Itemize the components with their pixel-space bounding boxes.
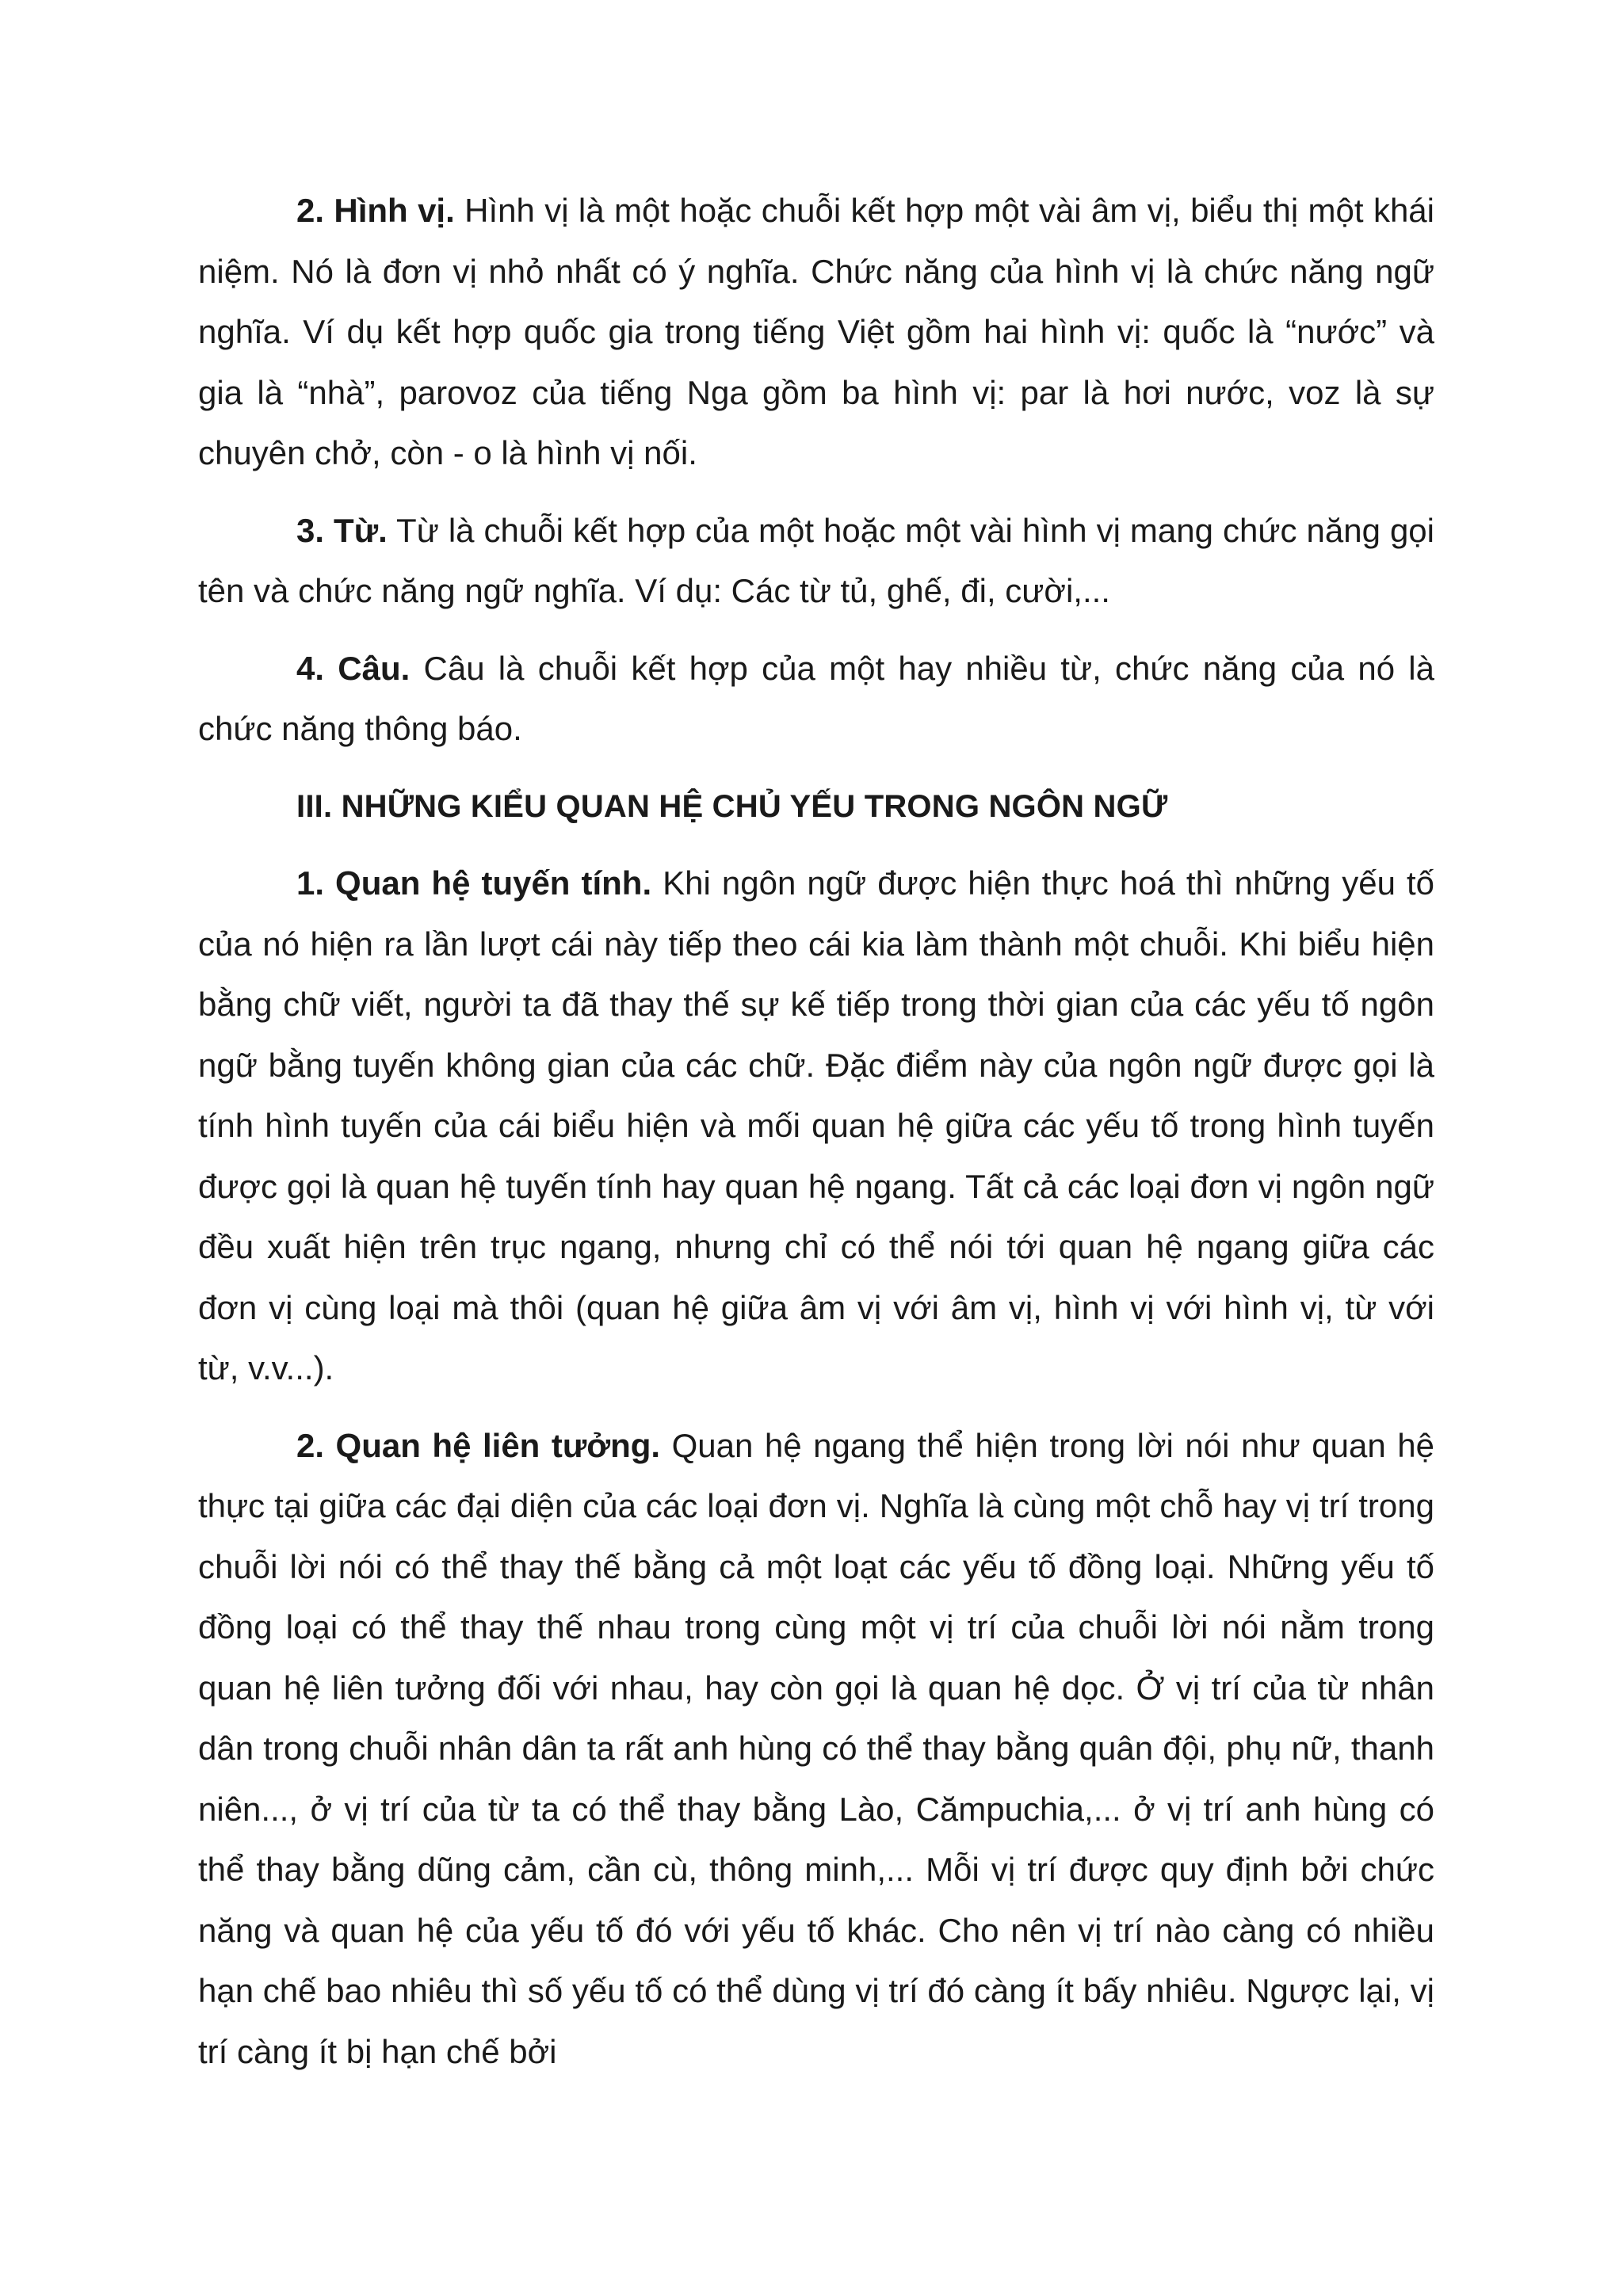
paragraph-text: Khi ngôn ngữ được hiện thực hoá thì những yếu tố của nó hiện ra lần lượt cái này tiếp theo cái kia làm thành một chuỗi. Khi biểu hiện bằng chữ viết, người ta đã thay thế sự kế tiếp trong thời gian của các yếu tố ngôn ngữ bằng tuyến không gian của các chữ. Đặc điểm này của ngôn ngữ được gọi là tính hình tuyến của cái biểu hiện và mối quan hệ giữa các yếu tố trong hình tuyến được gọi là quan hệ tuyến tính hay quan hệ ngang. Tất cả các loại đơn vị ngôn ngữ đều xuất hiện trên trục ngang, nhưng chỉ có thể nói tới quan hệ ngang giữa các đơn vị cùng loại mà thôi (quan hệ giữa âm vị với âm vị, hình vị với hình vị, từ với từ, v.v...). <box>198 864 1434 1386</box>
paragraph-hinh-vi <box>198 181 1434 484</box>
paragraph-label: 2. Quan hệ liên tưởng. <box>296 1426 661 1464</box>
paragraph-quan-he-lien-tuong <box>198 1416 1434 2083</box>
paragraph-text: Câu là chuỗi kết hợp của một hay nhiều từ, chức năng của nó là chức năng thông báo. <box>198 649 1434 747</box>
paragraph-label: 1. Quan hệ tuyến tính. <box>296 864 652 902</box>
paragraph-label: 2. Hình vị. <box>296 192 455 229</box>
paragraph-text: Từ là chuỗi kết hợp của một hoặc một vài hình vị mang chức năng gọi tên và chức năng ngữ nghĩa. Ví dụ: Các từ tủ, ghế, đi, cười,... <box>198 511 1434 609</box>
paragraph-cau <box>198 639 1434 760</box>
paragraph-tu <box>198 501 1434 622</box>
document-page <box>198 181 1434 2099</box>
paragraph-text: Quan hệ ngang thể hiện trong lời nói như quan hệ thực tại giữa các đại diện của các loại đơn vị. Nghĩa là cùng một chỗ hay vị trí trong chuỗi lời nói có thể thay thế bằng cả một loạt các yếu tố đồng loại. Những yếu tố đồng loại có thể thay thế nhau trong cùng một vị trí của chuỗi lời nói nằm trong quan hệ liên tưởng đối với nhau, hay còn gọi là quan hệ dọc. Ở vị trí của từ nhân dân trong chuỗi nhân dân ta rất anh hùng có thể thay bằng quân đội, phụ nữ, thanh niên..., ở vị trí của từ ta có thể thay bằng Lào, Cămpuchia,... ở vị trí anh hùng có thể thay bằng dũng cảm, cần cù, thông minh,... Mỗi vị trí được quy định bởi chức năng và quan hệ của yếu tố đó với yếu tố khác. Cho nên vị trí nào càng có nhiều hạn chế bao nhiêu thì số yếu tố có thể dùng vị trí đó càng ít bấy nhiêu. Ngược lại, vị trí càng ít bị hạn chế bởi <box>198 1426 1434 2070</box>
paragraph-quan-he-tuyen-tinh <box>198 853 1434 1399</box>
paragraph-label: 3. Từ. <box>296 511 388 549</box>
section-heading: III. NHỮNG KIỂU QUAN HỆ CHỦ YẾU TRONG NGÔN NGỮ <box>296 788 1168 824</box>
paragraph-text: Hình vị là một hoặc chuỗi kết hợp một vài âm vị, biểu thị một khái niệm. Nó là đơn vị nhỏ nhất có ý nghĩa. Chức năng của hình vị là chức năng ngữ nghĩa. Ví dụ kết hợp quốc gia trong tiếng Việt gồm hai hình vị: quốc là “nước” và gia là “nhà”, parovoz của tiếng Nga gồm ba hình vị: par là hơi nước, voz là sự chuyên chở, còn - o là hình vị nối. <box>198 192 1434 471</box>
paragraph-label: 4. Câu. <box>296 649 411 687</box>
